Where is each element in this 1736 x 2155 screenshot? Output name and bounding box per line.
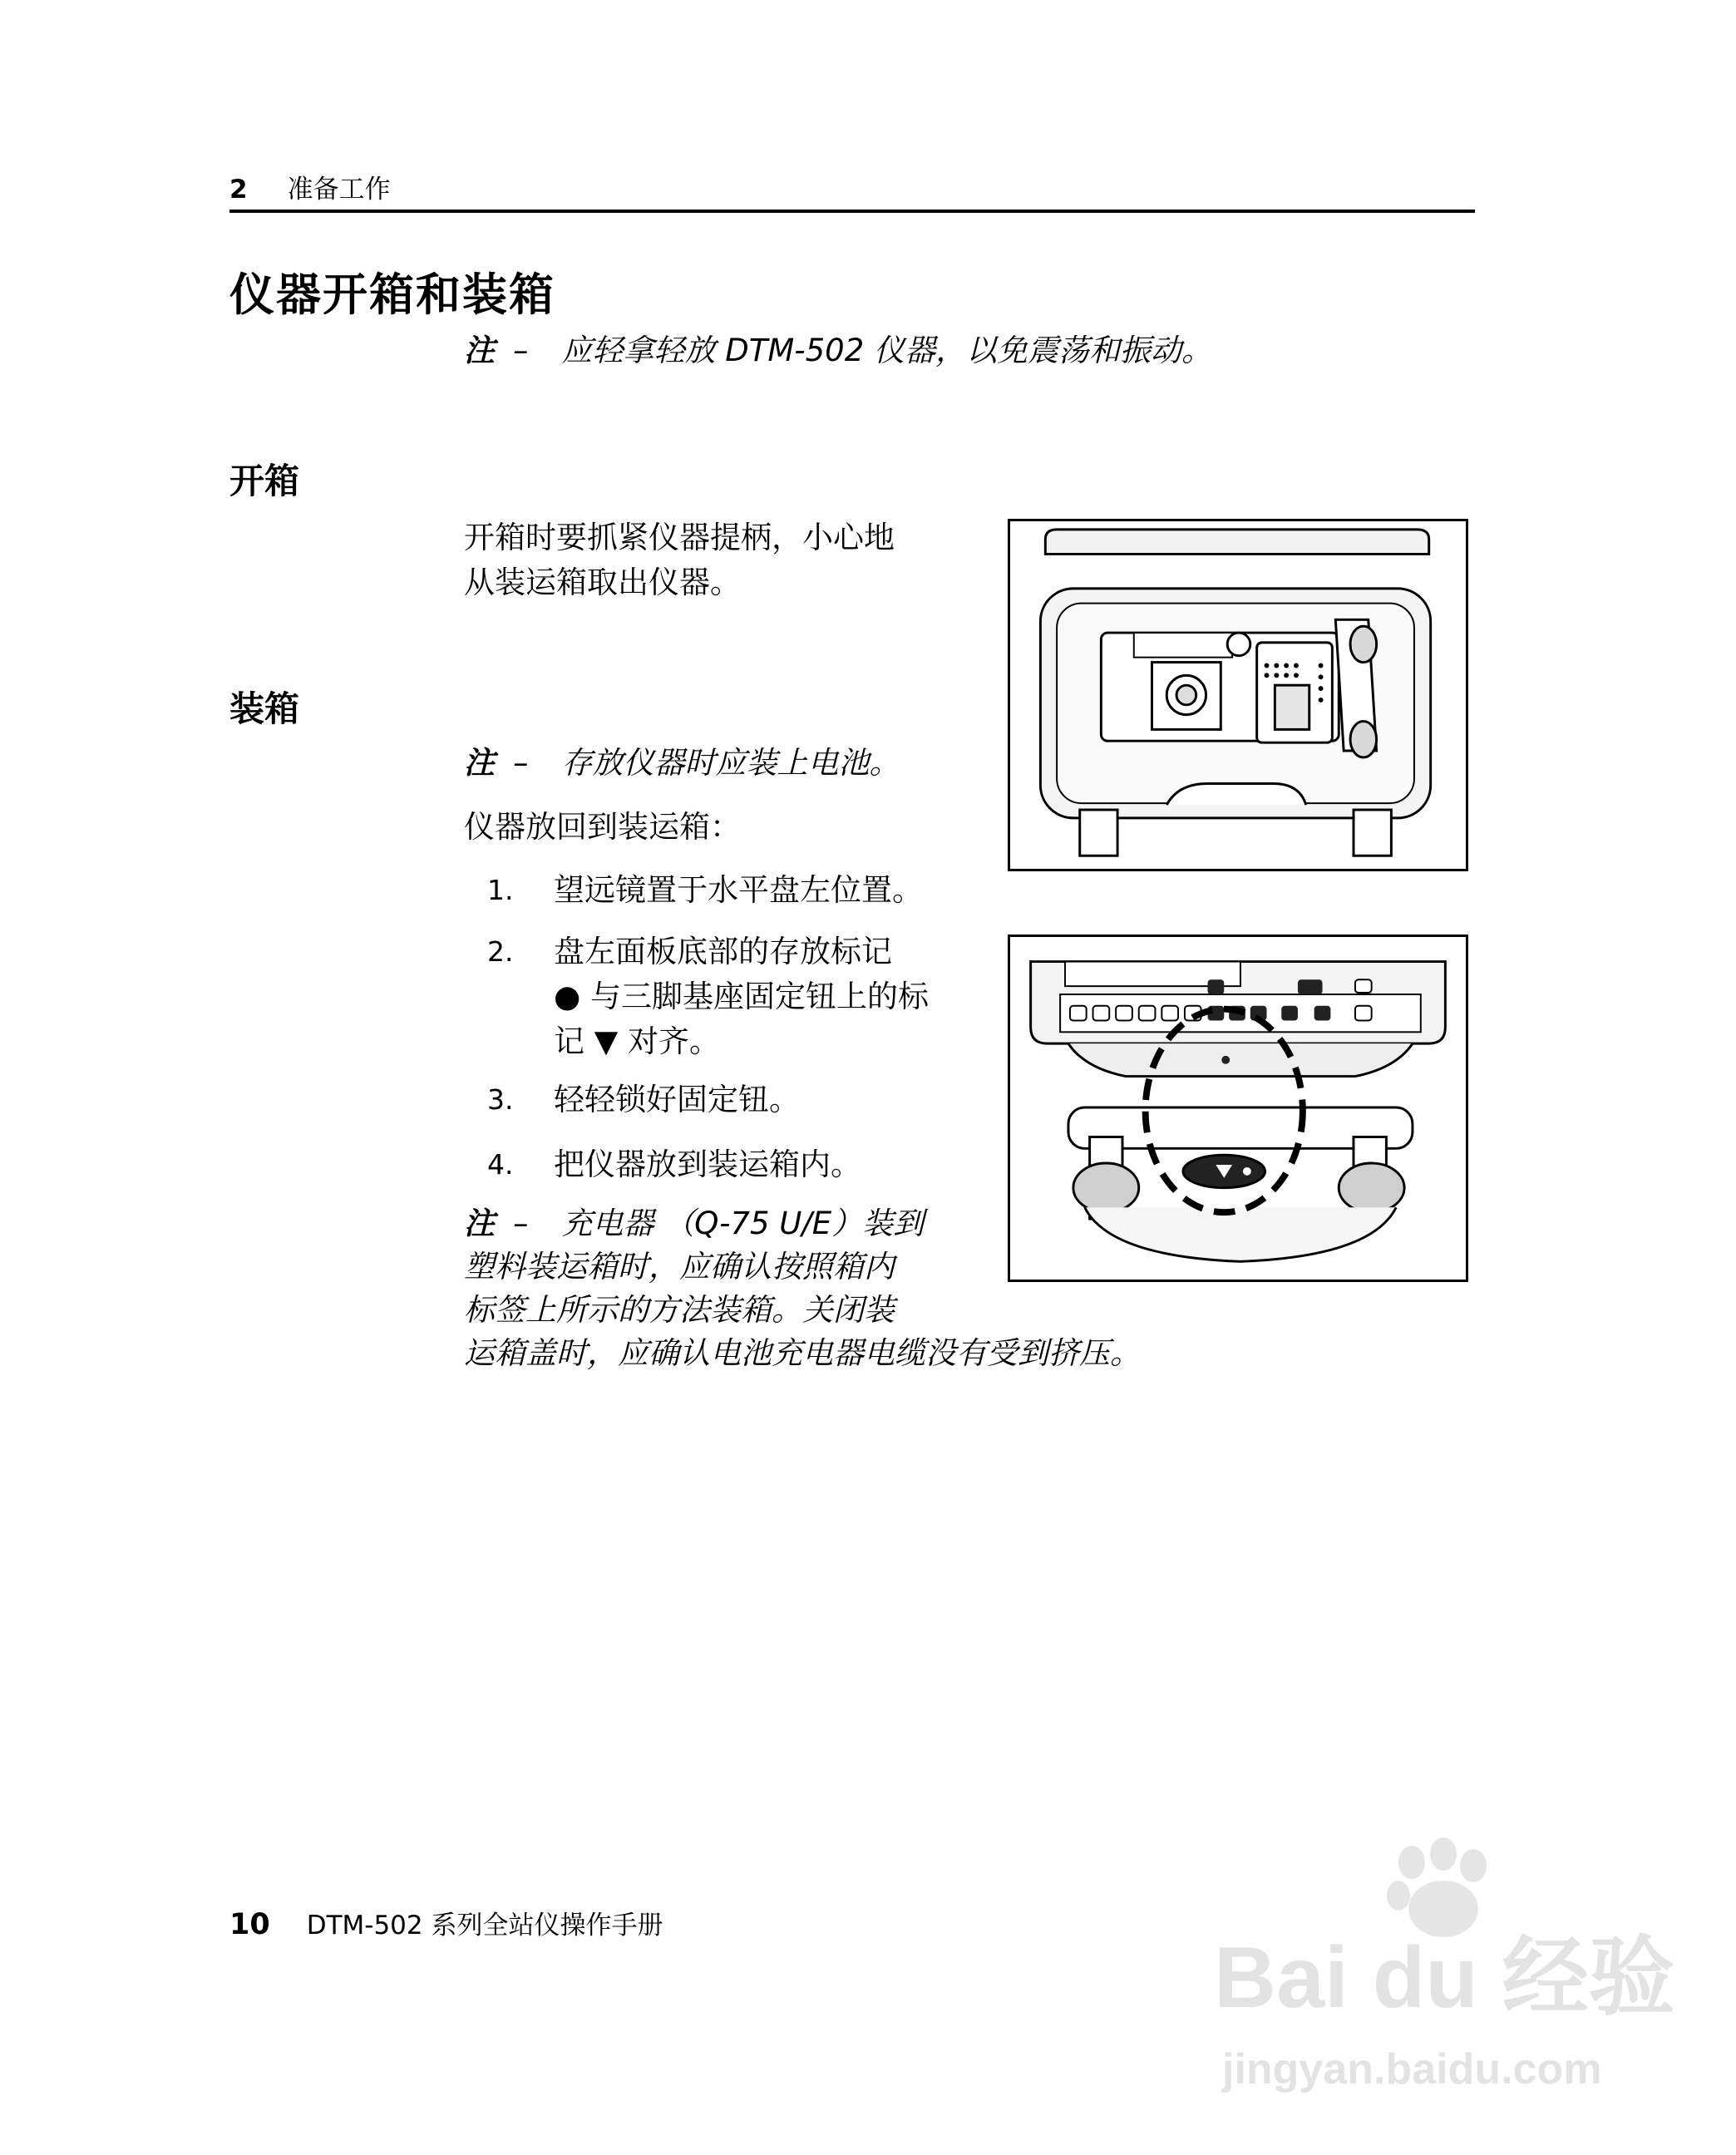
- storage-mark-illustration: [1010, 937, 1466, 1280]
- heading-unpacking: 开箱: [229, 461, 300, 501]
- figure-storage-mark: [1008, 934, 1468, 1282]
- chapter-number: 2: [229, 175, 248, 205]
- packing-intro: 仪器放回到装运箱：: [464, 809, 741, 845]
- page-number: 10: [229, 1908, 270, 1941]
- heading-packing: 装箱: [229, 688, 300, 729]
- svg-text:Bai du 经验: Bai du 经验: [1214, 1930, 1675, 2026]
- note-text: 存放仪器时应装上电池。: [561, 745, 900, 781]
- note-handling: 注 – 应轻拿轻放 DTM-502 仪器，以免震荡和振动。: [464, 333, 1213, 368]
- manual-title: DTM-502 系列全站仪操作手册: [306, 1911, 663, 1940]
- baidu-watermark: [1206, 1829, 1675, 2103]
- note-charger: 注 – 充电器 （Q-75 U/E）装到 塑料装运箱时，应确认按照箱内 标签上所示的方法装箱。关闭装 运箱盖时，应确认电池充电器电缆没有受到挤压。: [464, 1206, 1141, 1371]
- svg-text:jingyan.baidu.com: jingyan.baidu.com: [1222, 2045, 1602, 2093]
- chapter-title: 准备工作: [287, 175, 391, 205]
- note-text: 应轻拿轻放 DTM-502 仪器，以免震荡和振动。: [561, 333, 1213, 368]
- note-battery: 注 – 存放仪器时应装上电池。: [464, 745, 900, 781]
- header-rule: [229, 210, 1475, 213]
- running-header: [229, 168, 391, 205]
- carrying-case-illustration: [1010, 521, 1466, 869]
- unpacking-text: 开箱时要抓紧仪器提柄，小心地 从装运箱取出仪器。: [464, 520, 895, 600]
- section-title: 仪器开箱和装箱: [229, 269, 555, 321]
- figure-carrying-case: [1008, 519, 1468, 871]
- page-footer: [229, 1904, 663, 1941]
